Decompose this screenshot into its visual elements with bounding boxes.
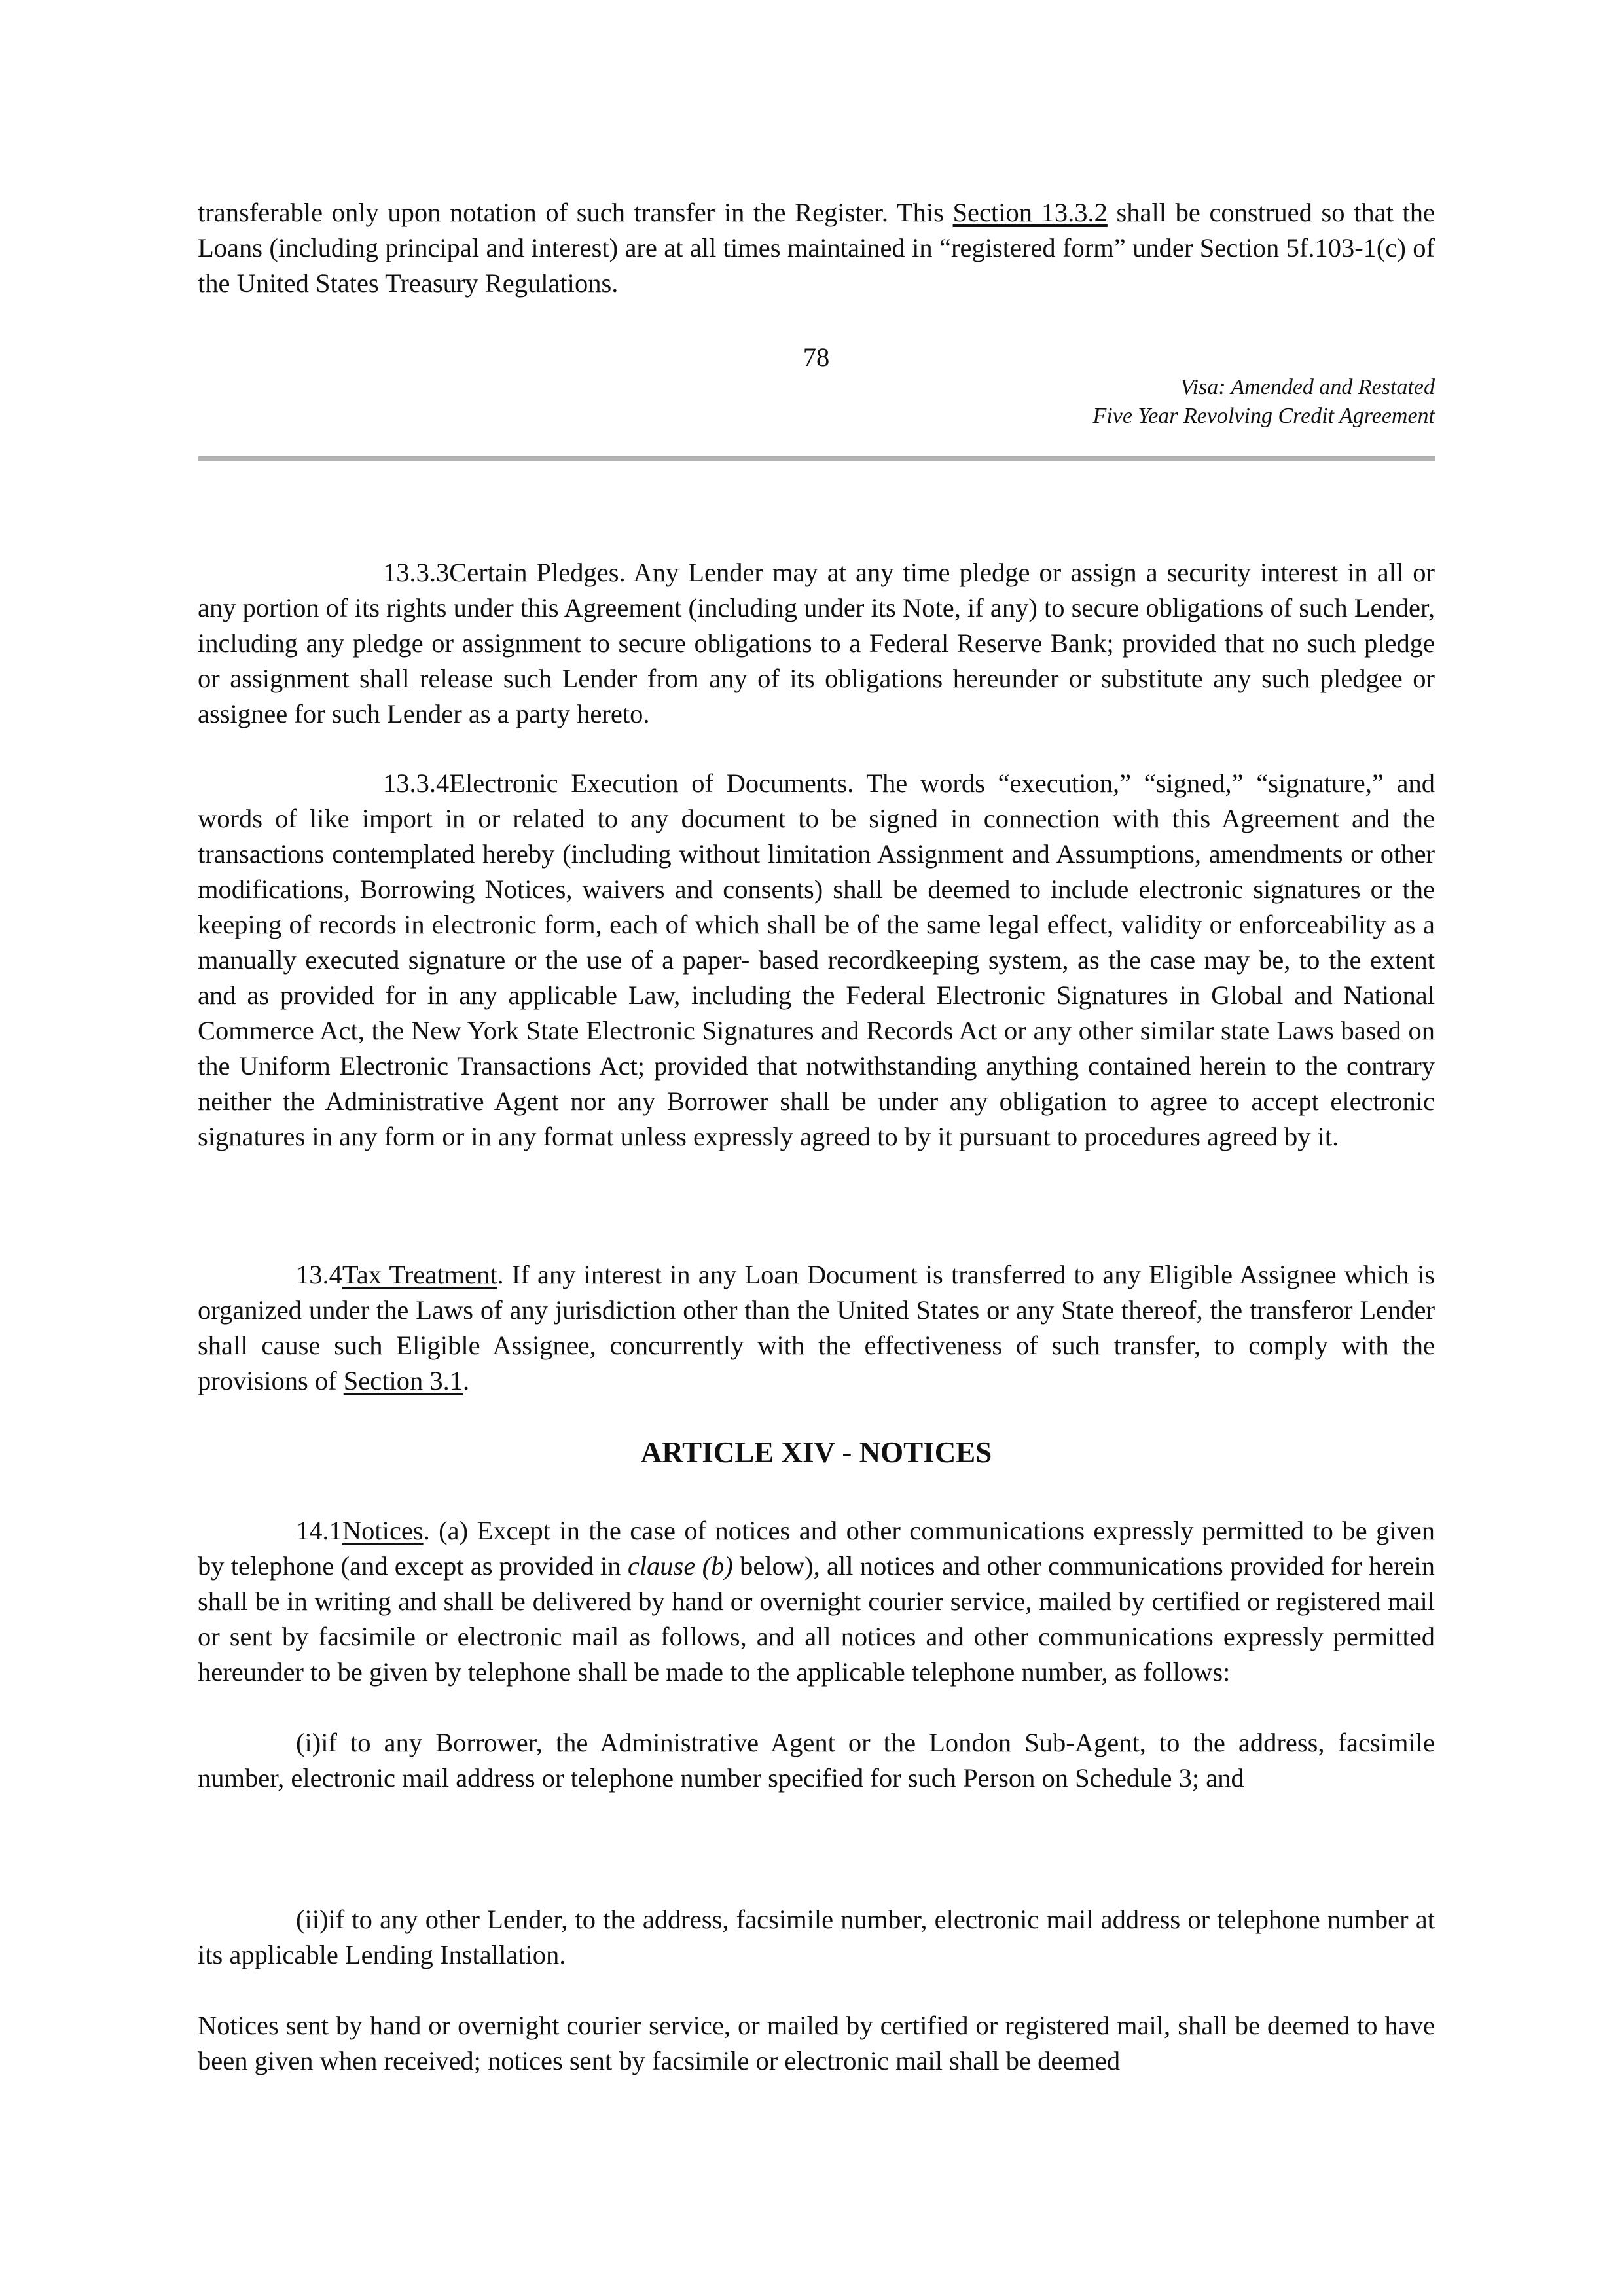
page-break-divider (198, 456, 1435, 461)
footer-document-title (198, 373, 1435, 431)
section-text-1: . If any interest in any Loan Document is transferred to any Eligible Assignee which is organized under the Laws of any jurisdiction other than the United States or any State thereof, the transferor Lender shall cause such Eligible Assignee, concurrently with the effectiveness of such transfer, to comply with the provisions of (198, 1260, 1435, 1395)
section-13-3-2-link[interactable]: Section 13.3.2 (952, 198, 1108, 227)
clause-text: if to any Borrower, the Administrative Agent or the London Sub-Agent, to the address, facsimile number, electronic mail address or telephone number specified for such Person on Schedule 3; and (198, 1728, 1435, 1793)
section-text-2: below), all notices and other communications provided for herein shall be in writing and shall be delivered by hand or overnight courier service, mailed by certified or registered mail or sent by facsimile or electronic mail as follows, and all notices and other communications expressly permitted hereunder to be given by telephone shall be made to the applicable telephone number, as follows: (198, 1551, 1435, 1687)
section-number: 13.4 (296, 1260, 342, 1289)
section-text-1: . (a) Except in the case of notices and other communications expressly permitted to be given by telephone (and except as provided in (198, 1516, 1435, 1581)
section-number: 14.1 (296, 1516, 342, 1545)
section-13-3-4-paragraph (198, 766, 1435, 1155)
carryover-paragraph (198, 195, 1435, 301)
section-3-1-link[interactable]: Section 3.1 (343, 1366, 463, 1395)
carryover-text-2: shall be construed so that the Loans (including principal and interest) are at all times maintained in “registered form” under Section 5f.103-1(c) of the United States Treasury Regulations. (198, 198, 1435, 298)
section-number: 13.3.3 (383, 558, 450, 587)
clause-text: if to any other Lender, to the address, facsimile number, electronic mail address or telephone number at its applicable Lending Installation. (198, 1905, 1435, 1969)
carryover-text-1: transferable only upon notation of such transfer in the Register. This (198, 198, 953, 227)
notices-deemed-given-paragraph: Notices sent by hand or overnight courier service, or mailed by certified or registered mail, shall be deemed to have been given when received; notices sent by facsimile or electronic mail shall be deemed (198, 2011, 1435, 2075)
clause-reference: clause (b) (627, 1551, 733, 1581)
clause-ii-paragraph (198, 1902, 1435, 1973)
section-13-3-3-paragraph (198, 555, 1435, 732)
clause-label: (i) (296, 1728, 321, 1757)
section-heading: Tax Treatment (342, 1260, 497, 1289)
clause-label: (ii) (296, 1905, 329, 1934)
section-number: 13.3.4 (383, 768, 450, 798)
section-14-1-paragraph (198, 1513, 1435, 1690)
article-heading: ARTICLE XIV - NOTICES (640, 1436, 992, 1469)
footer-title-line-1: Visa: Amended and Restated (1180, 375, 1435, 399)
section-13-4-paragraph (198, 1257, 1435, 1399)
section-text-2: . (462, 1366, 470, 1395)
section-text: Electronic Execution of Documents. The words “execution,” “signed,” “signature,” and words of like import in or related to any document to be signed in connection with this Agreement and the transactions contemplated hereby (including without limitation Assignment and Assumptions, amendments or other modifications, Borrowing Notices, waivers and consents) shall be deemed to include electronic signatures or the keeping of records in electronic form, each of which shall be of the same legal effect, validity or enforceability as a manually executed signature or the use of a paper- based recordkeeping system, as the case may be, to the extent and as provided for in any applicable Law, including the Federal Electronic Signatures in Global and National Commerce Act, the New York State Electronic Signatures and Records Act or any other similar state Laws based on the Uniform Electronic Transactions Act; provided that notwithstanding anything contained herein to the contrary neither the Administrative Agent nor any Borrower shall be under any obligation to agree to accept electronic signatures in any form or in any format unless expressly agreed to by it pursuant to procedures agreed by it. (198, 768, 1435, 1151)
page-number: 78 (803, 342, 830, 372)
section-text: Certain Pledges. Any Lender may at any time pledge or assign a security interest in all or any portion of its rights under this Agreement (including under its Note, if any) to secure obligations of such Lender, including any pledge or assignment to secure obligations to a Federal Reserve Bank; provided that no such pledge or assignment shall release such Lender from any of its obligations hereunder or substitute any such pledgee or assignee for such Lender as a party hereto. (198, 558, 1435, 728)
footer-title-line-2: Five Year Revolving Credit Agreement (1092, 404, 1435, 428)
clause-i-paragraph (198, 1725, 1435, 1796)
section-heading: Notices (342, 1516, 424, 1545)
